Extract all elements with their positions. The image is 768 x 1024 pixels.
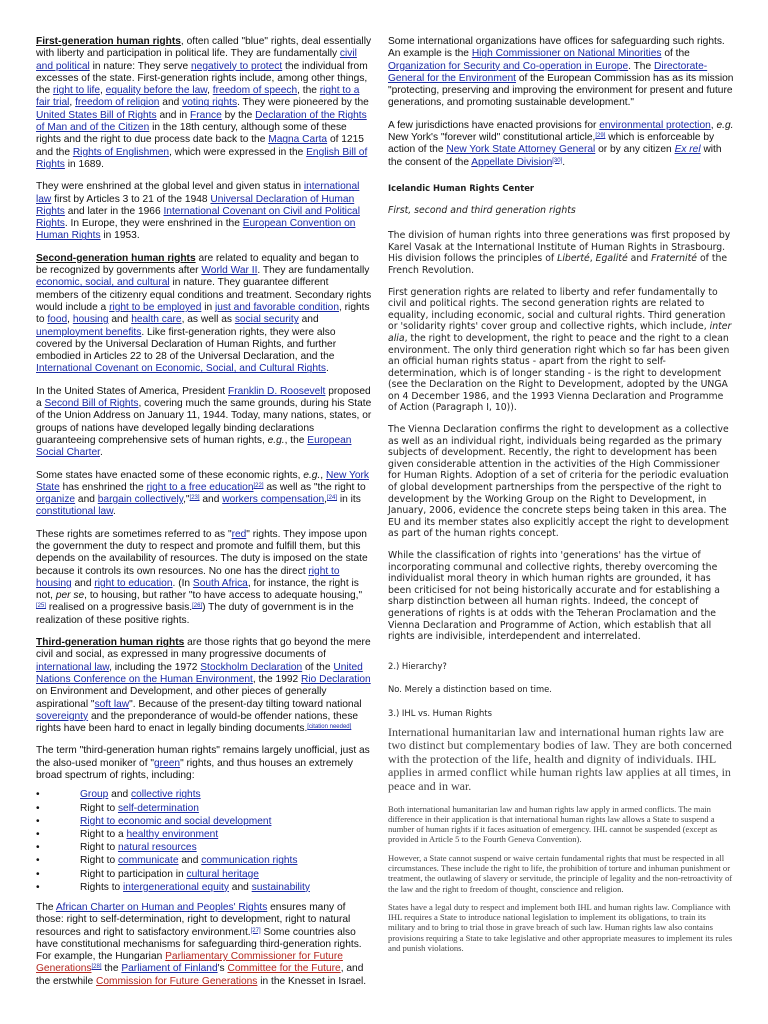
question-hierarchy: 2.) Hierarchy? bbox=[388, 660, 447, 671]
link-appellate-division[interactable]: Appellate Division bbox=[471, 156, 553, 168]
link-bargain-collectively[interactable]: bargain collectively bbox=[97, 494, 184, 506]
link-negatively-to-protect[interactable]: negatively to protect bbox=[191, 60, 283, 72]
answer-hierarchy: No. Merely a distinction based on time. bbox=[388, 684, 552, 695]
list-link[interactable]: healthy environment bbox=[126, 828, 219, 840]
paragraph-global-enshrinement: They were enshrined at the global level and given status in international law first by Articles 3 to 21 of the 1948 Universal Declaration of Human Rights and later in the 1966 International Covenant on Civil and Political Rights. In Europe, they were enshrined in the European Convention on Human Rights in 1953. bbox=[36, 181, 360, 242]
citation-23[interactable]: [23] bbox=[189, 495, 200, 502]
list-item bbox=[36, 802, 372, 815]
term-first-generation: First-generation human rights bbox=[36, 36, 181, 47]
citation-26[interactable]: [26] bbox=[192, 603, 203, 610]
link-dg-environment[interactable]: Directorate-General for the Environment bbox=[388, 60, 708, 84]
link-right-to-fair-trial[interactable]: right to a fair trial bbox=[36, 85, 360, 109]
paragraph-ihl-state-duty: States have a legal duty to respect and implement both IHL and human rights law. Compliance with IHL requires a State to introduce national legislation to implement its obligations, to train its military and to bring to trial those in grave breach of such law. Human rights law also contains provisions requiring a State to take legislative and other appropriate measures to implement its rules and punish violations. bbox=[388, 901, 733, 954]
paragraph-red-rights: These rights are sometimes referred to as "red" rights. They impose upon the government the duty to respect and promote and fulfill them, but this depends on the availability of resources. The duty is imposed on the state because it controls its own resources. No one has the direct right to housing and right to education. (In South Africa, for instance, the right is not, per se, to housing, but rather "to have access to adequate housing,"[25] realised on a progressive basis.[26]) The duty of government is in the realization of these positive rights. bbox=[36, 528, 368, 626]
paragraph-us-second-bill: In the United States of America, President Franklin D. Roosevelt proposed a Second Bill of Rights, covering much the same grounds, during his State of the Union Address on January 11, 1944. Today, many nations, states, or groups of nations have developed legally binding declarations guaranteeing comprehensive sets of human rights, e.g., the European Social Charter. bbox=[36, 385, 372, 459]
link-udhr[interactable]: Universal Declaration of Human Rights bbox=[36, 193, 355, 217]
list-link[interactable]: communicate bbox=[117, 855, 179, 867]
citation-needed[interactable]: [citation needed] bbox=[307, 724, 352, 731]
link-equality-before-law[interactable]: equality before the law bbox=[105, 85, 208, 97]
link-rights-of-englishmen[interactable]: Rights of Englishmen bbox=[72, 146, 170, 158]
link-constitutional-law[interactable]: constitutional law bbox=[36, 506, 114, 518]
paragraph-international-organizations: Some international organizations have offices for safeguarding such rights. An example is the High Commissioner on National Minorities of the Organization for Security and Co-operation in Europe. The Directorate-General for the Environment of the European Commission has as its mission "protecting, preserving and improving the environment for present and future generations, and promoting sustainable development." bbox=[388, 36, 734, 109]
link-osce[interactable]: Organization for Security and Co-operation in Europe bbox=[388, 60, 629, 72]
link-green[interactable]: green bbox=[154, 757, 181, 769]
link-us-bill-of-rights[interactable]: United States Bill of Rights bbox=[36, 109, 157, 121]
list-text: Right to a bbox=[80, 828, 127, 840]
list-item bbox=[36, 815, 372, 828]
link-right-to-housing[interactable]: right to housing bbox=[36, 565, 340, 589]
list-text: Rights to bbox=[80, 881, 124, 893]
link-soft-law[interactable]: soft law bbox=[94, 698, 130, 710]
link-health-care[interactable]: health care bbox=[131, 314, 182, 326]
citation-28[interactable]: [28] bbox=[91, 964, 102, 971]
link-icescr[interactable]: International Covenant on Economic, Social, and Cultural Rights bbox=[36, 363, 326, 375]
link-international-law-2[interactable]: international law bbox=[36, 661, 110, 673]
list-link[interactable]: self-determination bbox=[117, 802, 199, 814]
list-link[interactable]: intergenerational equity bbox=[123, 881, 229, 893]
link-african-charter[interactable]: African Charter on Human and Peoples' Rights bbox=[55, 901, 268, 913]
link-housing[interactable]: housing bbox=[72, 314, 109, 326]
link-voting-rights[interactable]: voting rights bbox=[182, 97, 238, 109]
paragraph-third-generation: Third-generation human rights are those rights that go beyond the mere civil and social, as expressed in many progressive documents of international law, including the 1972 Stockholm Declaration of the United Nations Conference on the Human Environment, the 1992 Rio Declaration on Environment and Development, and other pieces of generally aspirational "soft law". Because of the present-day tilting toward national sovereignty and the preponderance of would-be offender nations, these rights have been hard to enact in legally binding documents.[citation needed] bbox=[36, 637, 371, 735]
citation-30[interactable]: [30] bbox=[552, 157, 563, 164]
link-sovereignty[interactable]: sovereignty bbox=[36, 710, 89, 722]
list-item bbox=[36, 788, 372, 801]
list-item bbox=[36, 881, 372, 894]
link-food[interactable]: food bbox=[47, 314, 68, 326]
paragraph-environmental-protection: A few jurisdictions have enacted provisions for environmental protection, e.g. New York's "forever wild" constitutional article,[29] which is enforceable by action of the New York State Attorney General or by any citizen Ex rel with the consent of the Appellate Division[30]. bbox=[388, 119, 734, 168]
link-magna-carta[interactable]: Magna Carta bbox=[268, 134, 328, 146]
list-item bbox=[36, 841, 372, 854]
link-european-social-charter[interactable]: European Social Charter bbox=[36, 434, 352, 459]
link-parliamentary-commissioner[interactable]: Parliamentary Commissioner for Future Generations bbox=[36, 951, 343, 975]
paragraph-african-charter: The African Charter on Human and Peoples' Rights ensures many of those: right to self-determination, right to development, right to natural resources and right to satisfactory environment.[27] Some countries also have constitutional mechanisms for safeguarding third-generation rights. For example, the Hungarian Parliamentary Commissioner for Future Generations[28] the Parliament of Finland's Committee for the Future, and the erstwhile Commission for Future Generations in the Knesset in Israel. bbox=[36, 901, 367, 987]
link-second-bill-of-rights[interactable]: Second Bill of Rights bbox=[44, 398, 139, 410]
paragraph-first-generation: First-generation human rights, often called "blue" rights, deal essentially with liberty and participation in political life. They are fundamentally civil and political in nature: They serve negatively to protect the individual from excesses of the state. First-generation rights include, among other things, the right to life, equality before the law, freedom of speech, the right to a fair trial, freedom of religion and voting rights. They were pioneered by the United States Bill of Rights and in France by the Declaration of the Rights of Man and of the Citizen in the 18th century, although some of these rights and the right to due process date back to the Magna Carta of 1215 and the Rights of Englishmen, which were expressed in the English Bill of Rights in 1689. bbox=[36, 36, 372, 170]
link-declaration-rights-of-man[interactable]: Declaration of the Rights of Man and of the Citizen bbox=[36, 109, 367, 134]
list-link[interactable]: collective rights bbox=[131, 789, 201, 801]
list-link[interactable]: communication rights bbox=[201, 855, 298, 867]
paragraph-second-generation: Second-generation human rights are related to equality and began to be recognized by governments after World War II. They are fundamentally economic, social, and cultural in nature. They guarantee different members of the citizenry equal conditions and treatment. Secondary rights would include a right to be employed in just and favorable condition, rights to food, housing and health care, as well as social security and unemployment benefits. Like first-generation rights, they were also covered by the Universal Declaration of Human Rights, and further embodied in Articles 22 to 28 of the Universal Declaration, and the International Covenant on Economic, Social, and Cultural Rights. bbox=[36, 252, 372, 375]
list-item bbox=[36, 854, 372, 867]
link-ny-attorney-general[interactable]: New York State Attorney General bbox=[446, 144, 596, 156]
list-text: Right to participation in bbox=[80, 868, 187, 880]
section-subtitle: First, second and third generation rights bbox=[388, 204, 576, 216]
list-link[interactable]: natural resources bbox=[117, 842, 197, 854]
link-unemployment-benefits[interactable]: unemployment benefits bbox=[36, 326, 142, 338]
question-ihl-vs-human-rights: 3.) IHL vs. Human Rights bbox=[388, 707, 492, 718]
citation-25[interactable]: [25] bbox=[36, 603, 47, 610]
list-link[interactable]: cultural heritage bbox=[186, 868, 259, 880]
link-environmental-protection[interactable]: environmental protection bbox=[599, 119, 711, 131]
link-right-to-be-employed[interactable]: right to be employed bbox=[109, 301, 202, 313]
citation-22[interactable]: [22] bbox=[253, 482, 264, 489]
list-text: Right to bbox=[80, 842, 118, 854]
link-rio-declaration[interactable]: Rio Declaration bbox=[301, 673, 371, 685]
paragraph-classification-critique: While the classification of rights into 'generations' has the virtue of incorporating communal and collective rights, thereby overcoming the individualist moral theory in which human rights are grounded, it has been criticised for not being historically accurate and for establishing a sharp distinction between all human rights. Indeed, the concept of generations of rights is at odds with the Teheran Proclamation and the Vienna Declaration and Programme of Action, which establish that all rights are indivisible, interdependent and interrelated. bbox=[388, 550, 720, 643]
list-text: Right to bbox=[80, 855, 118, 867]
list-text: and bbox=[108, 789, 131, 801]
paragraph-vienna-declaration: The Vienna Declaration confirms the right to development as a collective as well as an individual right, individuals being regarded as the primary subjects of development. Recently, the right to development has been given considerable attention in the activities of the High Commissioner for Human Rights. Adoption of a set of criteria for the periodic evaluation of global development partnerships from the perspective of the right to development by the Working Group on the Right to Development, in January, 2006, evidence the concrete steps being taken in this area. The EU and its member states also explicitly accept the right to development as part of the human rights concept. bbox=[388, 424, 729, 540]
list-link[interactable]: Right to economic and social development bbox=[80, 815, 272, 827]
list-text: and bbox=[178, 855, 202, 867]
list-item bbox=[36, 868, 372, 881]
list-link[interactable]: Group bbox=[80, 789, 109, 801]
link-iccpr[interactable]: International Covenant on Civil and Political Rights bbox=[36, 205, 360, 230]
link-ex-rel[interactable]: Ex rel bbox=[674, 144, 701, 156]
link-new-york-state[interactable]: New York State bbox=[36, 469, 370, 493]
left-column bbox=[36, 36, 372, 998]
term-second-generation: Second-generation human rights bbox=[36, 252, 196, 264]
link-organize[interactable]: organize bbox=[36, 494, 76, 506]
paragraph-ihl-fundamental-rights: However, a State cannot suspend or waive certain fundamental rights that must be respected in all circumstances. These include the right to life, the prohibition of torture and inhuman punishment or treatment, the outlawing of slavery or servitude, the principle of legality and the non-retroactivity of the law and the right to freedom of thought, conscience and religion. bbox=[388, 852, 733, 894]
link-freedom-of-religion[interactable]: freedom of religion bbox=[75, 97, 160, 109]
link-international-law[interactable]: international law bbox=[36, 181, 360, 205]
paragraph-green-rights: The term "third-generation human rights" remains largely unofficial, just as the also-used moniker of "green" rights, and thus houses an extremely broad spectrum of rights, including: bbox=[36, 745, 370, 782]
term-third-generation: Third-generation human rights bbox=[36, 637, 185, 649]
link-civil-and-political[interactable]: civil and political bbox=[36, 48, 357, 72]
third-generation-rights-list bbox=[36, 788, 372, 894]
link-commission-future-generations[interactable]: Commission for Future Generations bbox=[96, 975, 258, 987]
citation-24[interactable]: [24] bbox=[327, 495, 338, 502]
link-just-favorable-condition[interactable]: just and favorable condition bbox=[214, 301, 339, 313]
paragraph-economic-rights-states: Some states have enacted some of these economic rights, e.g., New York State has enshrined the right to a free education[22] as well as "the right to organize and bargain collectively,"[23] and workers compensation,[24] in its constitutional law. bbox=[36, 469, 370, 518]
link-social-security[interactable]: social security bbox=[234, 314, 299, 326]
link-un-conference-human-environment[interactable]: United Nations Conference on the Human Environment bbox=[36, 661, 363, 685]
link-right-to-education[interactable]: right to education bbox=[94, 577, 173, 589]
link-economic-social-cultural[interactable]: economic, social, and cultural bbox=[36, 277, 170, 289]
link-stockholm-declaration[interactable]: Stockholm Declaration bbox=[200, 661, 303, 673]
link-world-war-ii[interactable]: World War II bbox=[201, 265, 258, 277]
list-link[interactable]: sustainability bbox=[251, 881, 310, 893]
link-right-to-life[interactable]: right to life bbox=[53, 85, 100, 97]
link-france[interactable]: France bbox=[190, 109, 222, 121]
link-workers-compensation[interactable]: workers compensation bbox=[222, 494, 325, 506]
link-right-to-free-education[interactable]: right to a free education bbox=[146, 481, 254, 493]
citation-29[interactable]: [29] bbox=[595, 133, 606, 140]
list-text: and bbox=[228, 881, 252, 893]
link-echr[interactable]: European Convention on Human Rights bbox=[36, 218, 356, 242]
list-text: Right to bbox=[80, 802, 118, 814]
citation-27[interactable]: [27] bbox=[250, 927, 261, 934]
link-red[interactable]: red bbox=[231, 528, 247, 540]
paragraph-ihl-intro: International humanitarian law and international human rights law are two distinct but complementary bodies of law. They are both concerned with the protection of the life, health and dignity of individuals. IHL applies in armed conflict while human rights law applies at all times, in peace and in war. bbox=[388, 724, 732, 793]
list-item bbox=[36, 828, 372, 841]
link-south-africa[interactable]: South Africa bbox=[192, 577, 248, 589]
link-freedom-of-speech[interactable]: freedom of speech bbox=[212, 85, 298, 97]
link-english-bill-of-rights[interactable]: English Bill of Rights bbox=[36, 146, 368, 170]
paragraph-vasak-division: The division of human rights into three generations was first proposed by Karel Vasak at the International Institute of Human Rights in Strasbourg. His division follows the principles of Liberté, Egalité and Fraternité of the French Revolution. bbox=[388, 230, 731, 276]
link-committee-for-future[interactable]: Committee for the Future bbox=[227, 963, 341, 975]
link-franklin-roosevelt[interactable]: Franklin D. Roosevelt bbox=[227, 385, 326, 397]
center-title: Icelandic Human Rights Center bbox=[388, 182, 535, 193]
right-column bbox=[388, 36, 734, 961]
paragraph-ihl-application: Both international humanitarian law and human rights law apply in armed conflicts. The main difference in their application is that international human rights law allows a State to suspend a number of human rights if it faces asituation of emergency. IHL cannot be suspended (except as provided in Article 5 to the Fourth Geneva Convention). bbox=[388, 803, 718, 845]
link-high-commissioner-minorities[interactable]: High Commissioner on National Minorities bbox=[471, 48, 662, 60]
link-parliament-of-finland[interactable]: Parliament of Finland bbox=[121, 963, 218, 975]
paragraph-three-generations: First generation rights are related to liberty and refer fundamentally to civil and political rights. The second generation rights are related to equality, including economic, social and cultural rights. Third generation or 'solidarity rights' cover group and collective rights, which include, inter alia, the right to development, the right to peace and the right to a clean environment. The only third generation right which so far has been given an official human rights status - apart from the right to self-determination, which is of longer standing - is the right to development (see the Declaration on the Right to Development, adopted by the UNGA on 4 December 1986, and the 1993 Vienna Declaration and Programme of Action (Paragraph I, 10)). bbox=[388, 286, 732, 414]
